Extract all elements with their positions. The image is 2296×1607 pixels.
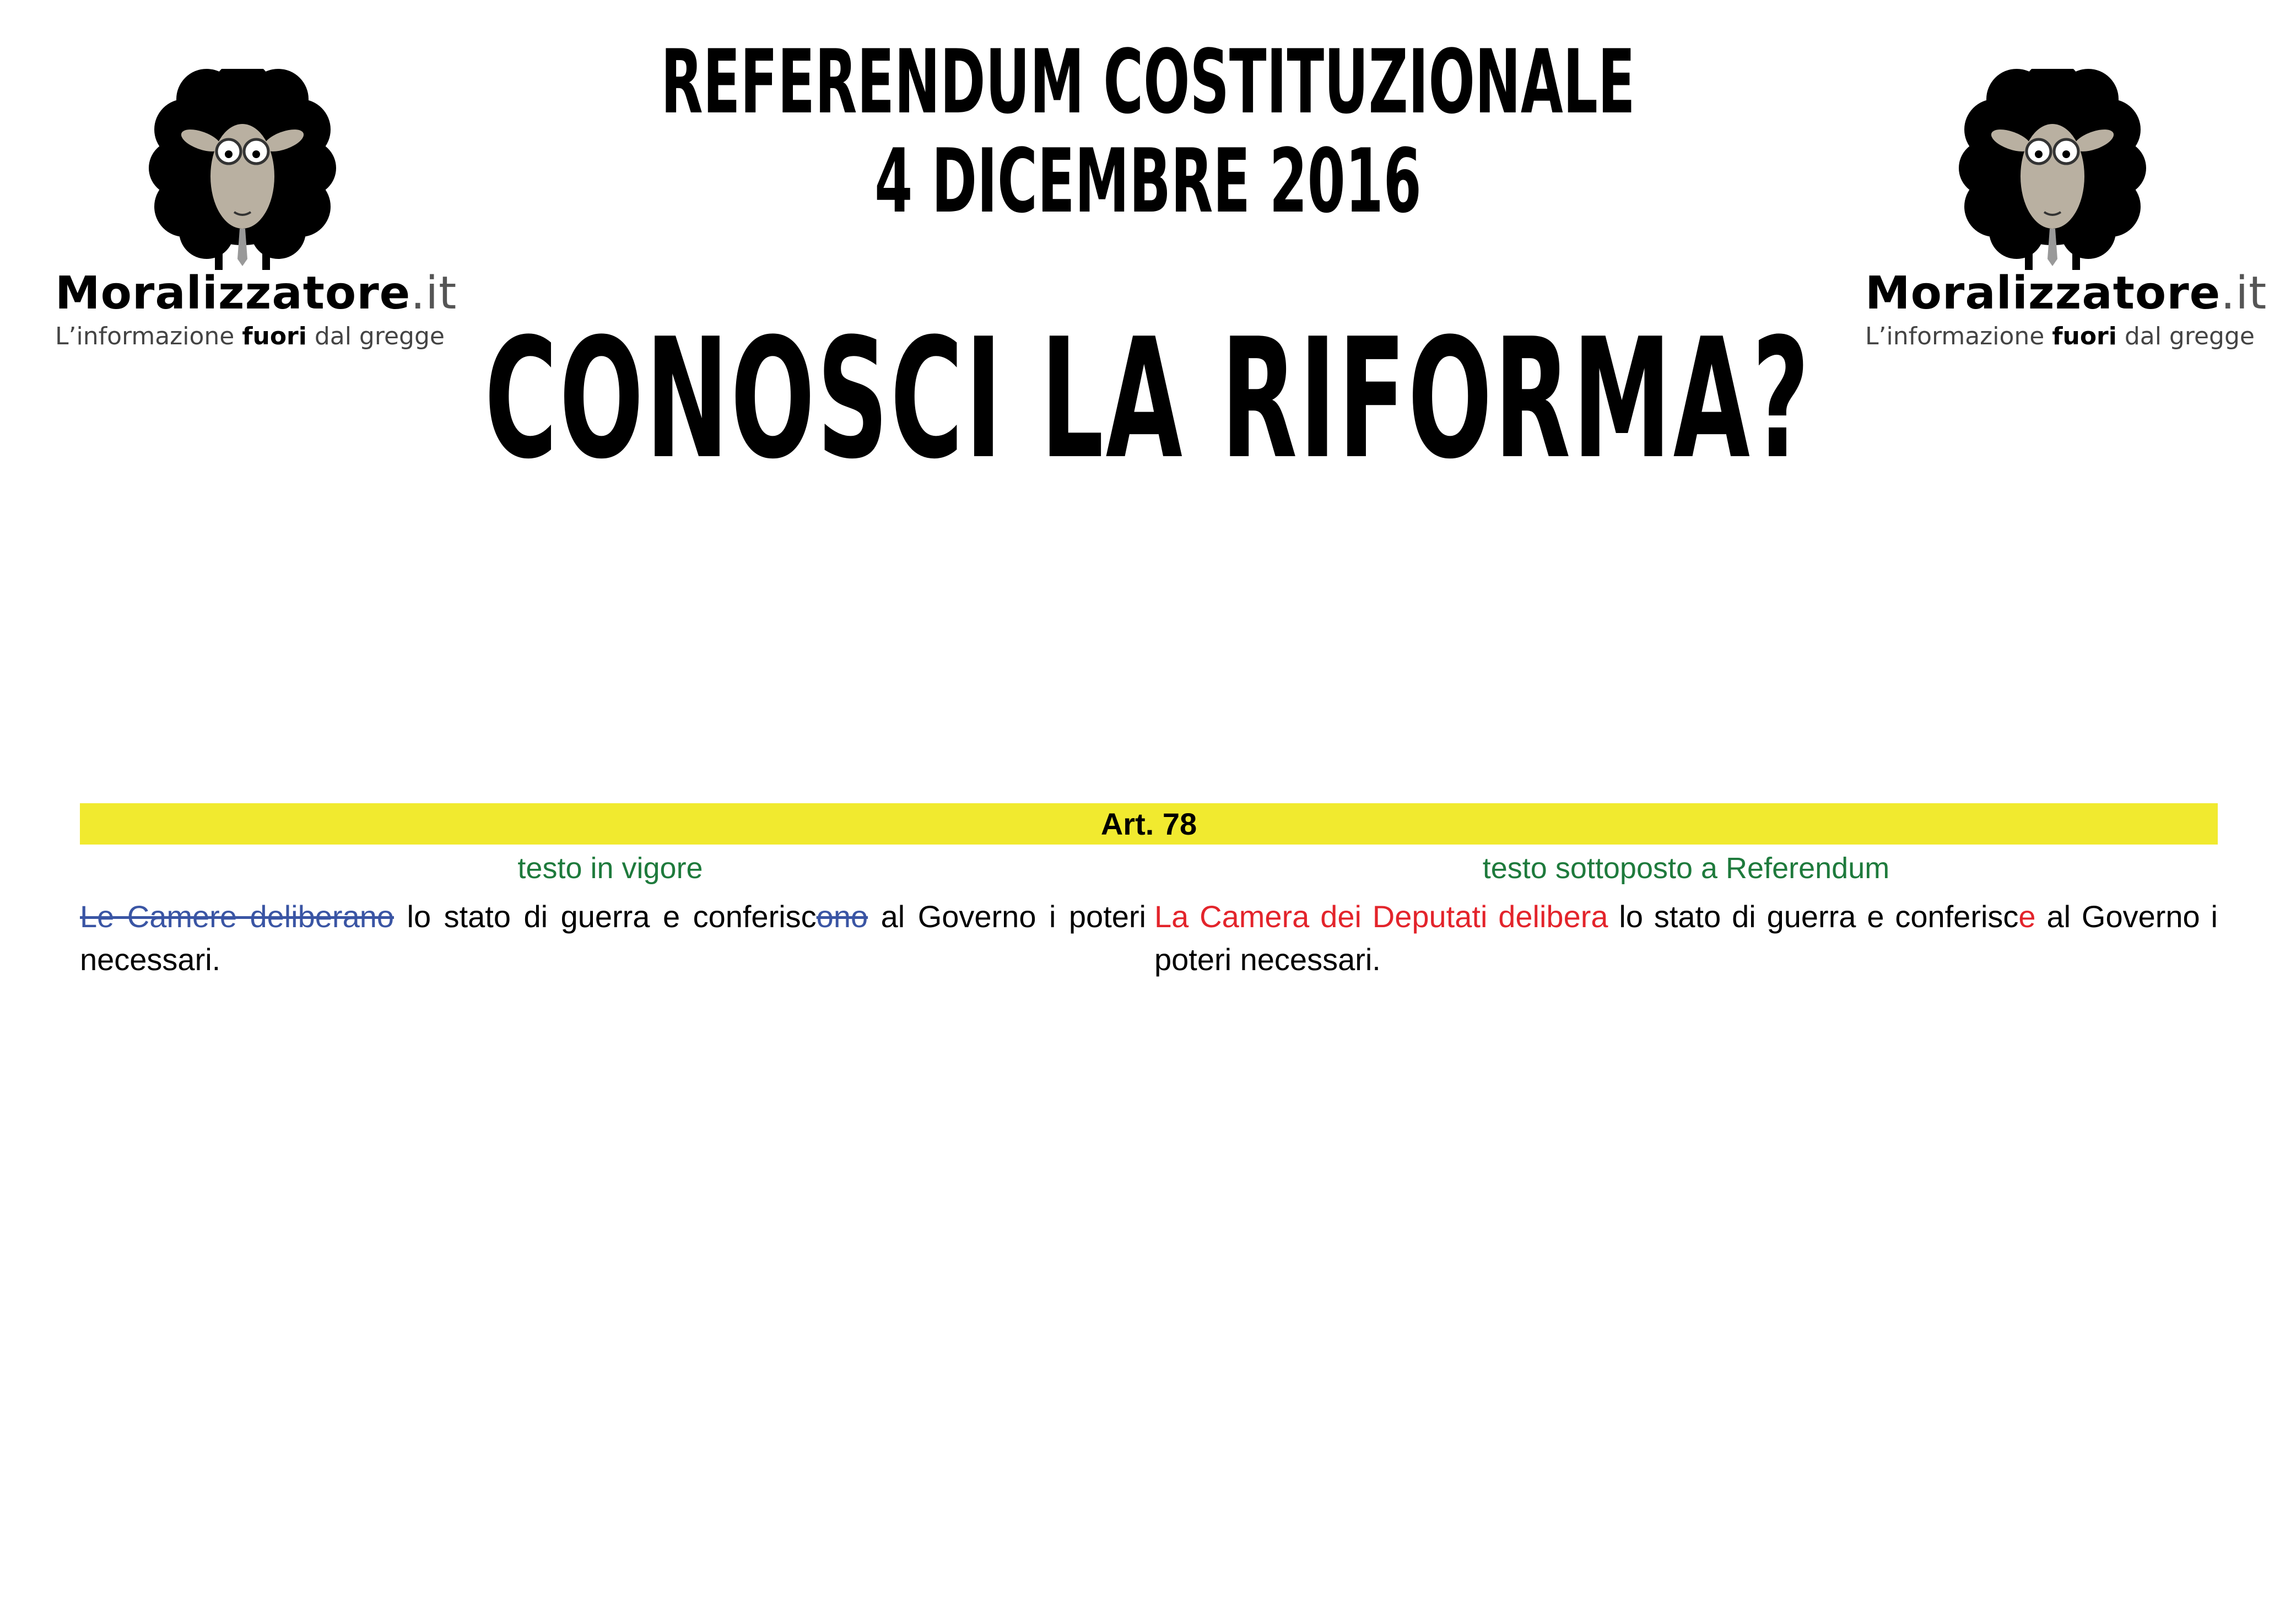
brand-name: Moralizzatore.it [1865, 267, 2267, 320]
brand-tagline: L’informazione fuori dal gregge [55, 322, 445, 350]
logo-right [1865, 69, 2267, 355]
plain-text: al Governo i poteri necessari. [80, 899, 1146, 977]
main-question: CONOSCI LA RIFORMA? [484, 303, 1812, 495]
black-sheep-icon [146, 69, 339, 273]
plain-text: lo stato di guerra e conferisc [1608, 899, 2019, 934]
current-text-body [80, 895, 1146, 981]
referendum-title: REFERENDUM COSTITUZIONALE [661, 30, 1635, 133]
deleted-text: ono [816, 899, 868, 934]
inserted-text: e [2018, 899, 2036, 934]
current-text-heading: testo in vigore [517, 852, 703, 885]
brand-tagline: L’informazione fuori dal gregge [1865, 322, 2255, 350]
plain-text: al Governo i poteri necessari. [1154, 899, 2218, 977]
referendum-date: 4 DICEMBRE 2016 [874, 129, 1422, 232]
article-title-bar: Art. 78 [80, 803, 2218, 845]
logo-left [55, 69, 457, 355]
inserted-text: La Camera dei Deputati delibera [1154, 899, 1608, 934]
brand-name: Moralizzatore.it [55, 267, 457, 320]
referendum-text-heading: testo sottoposto a Referendum [1482, 852, 1890, 885]
referendum-text-body [1154, 895, 2218, 981]
black-sheep-icon [1956, 69, 2149, 273]
deleted-text: Le Camere deliberano [80, 899, 394, 934]
plain-text: lo stato di guerra e conferisc [394, 899, 817, 934]
